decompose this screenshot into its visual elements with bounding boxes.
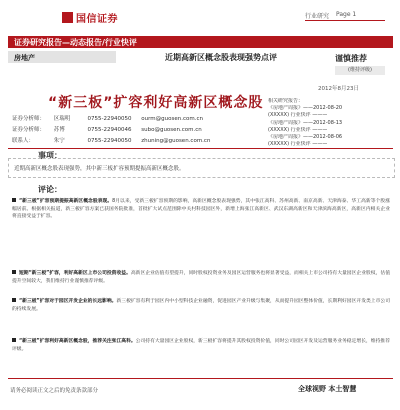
paragraph-body: 公司持有大量园区企业股权，新三板扩容将提升其股权投资价值，同时公司园区开发及运营服务业务稳定增长，维持推荐评级。 bbox=[12, 339, 390, 352]
sector-label: 房地产 bbox=[14, 54, 35, 62]
paragraph-body: 8月以来，受新三板扩容预期的影响，高新区概念股表现强势，其中张江高科、苏州高新、南京高新、天津海泰、华工高新等个股涨幅居前。根据相关报道，新三板扩容方案已获国务院批准，首批扩大试点范围除中关村科技园区外，新增上海张江高新区、武汉东湖高新区和天津滨海高新区，高新区内相关企业将直接受益于扩容。 bbox=[12, 199, 390, 219]
related-research-item: (XXXXX) 行业快评 ——— bbox=[268, 126, 328, 133]
paragraph-lead: “新三板”扩容利好高新区概念股，推荐关注张江高科。 bbox=[19, 339, 136, 344]
footer-slogan: 全球视野 本土智慧 bbox=[298, 385, 357, 393]
summary-rule bbox=[8, 148, 393, 149]
disclaimer-note: 请务必阅读正文之后的免责条款部分 bbox=[10, 388, 99, 394]
analyst-name: 区瑞明 bbox=[53, 116, 71, 122]
analyst-row bbox=[12, 136, 213, 144]
bullet-icon bbox=[12, 198, 16, 202]
related-research-item[interactable]: 《房地产周报》——2012-08-06 bbox=[268, 133, 343, 140]
analyst-phone: 0755-22940050 bbox=[87, 138, 132, 144]
related-research-item[interactable]: 《房地产周报》——2012-08-20 bbox=[268, 105, 343, 112]
rating-sub: (维持评级) bbox=[335, 66, 385, 75]
analyst-row bbox=[12, 114, 213, 122]
brand-logo-text: 国信证券 bbox=[76, 14, 118, 25]
paragraph-lead: 短期“新三板”扩容，利好高新区上市公司投资收益。 bbox=[19, 271, 131, 276]
related-research-item: 相关研究报告： bbox=[268, 98, 304, 104]
analyst-email[interactable]: zhuning@guosen.com.cn bbox=[141, 138, 211, 144]
discussion-paragraph bbox=[12, 198, 390, 221]
discussion-paragraph bbox=[12, 270, 390, 285]
analyst-phone: 0755-22940050 bbox=[87, 116, 132, 122]
report-date: 2012年8月23日 bbox=[318, 86, 359, 92]
summary-text: 近期高新区概念股表现强势，其中新三板扩容预期提振高新区概念股。 bbox=[14, 166, 185, 172]
related-research-item: (XXXXX) 行业快评 ——— bbox=[268, 141, 328, 148]
analyst-name: 朱宁 bbox=[53, 138, 65, 144]
report-type-tag: 行业研究 bbox=[305, 13, 330, 20]
analyst-email[interactable]: subo@guosen.com.cn bbox=[141, 127, 202, 133]
paragraph-body: 高新区企业估值有望提升，同时股权投资业务及园区运营服务也将显著受益，而相关上市公司持有大量园区企业股权，估值提升空间较大，我们维持行业谨慎推荐评级。 bbox=[12, 271, 390, 284]
discussion-label: 评论： bbox=[38, 185, 62, 194]
analyst-role: 联系人： bbox=[12, 138, 35, 144]
related-research-item: (XXXXX) 行业快评 ——— bbox=[268, 112, 328, 119]
guosen-logo-icon bbox=[62, 12, 73, 23]
page-number: Page 1 bbox=[336, 11, 357, 18]
report-subtitle: 近期高新区概念股表现强势点评 bbox=[165, 53, 277, 62]
paragraph-lead: “新三板”扩容预期提振高新区概念股表现。 bbox=[19, 199, 113, 204]
footer-rule bbox=[8, 378, 393, 379]
analyst-role: 证券分析师： bbox=[12, 127, 46, 133]
analyst-row bbox=[12, 125, 213, 133]
analyst-email[interactable]: ourm@guosen.com.cn bbox=[141, 116, 203, 122]
analyst-role: 证券分析师： bbox=[12, 116, 46, 122]
related-research-list bbox=[268, 98, 386, 148]
report-banner-text: 证券研究报告—动态报告/行业快评 bbox=[14, 38, 137, 47]
bullet-icon bbox=[12, 338, 16, 342]
main-title: “新三板”扩容利好高新区概念股 bbox=[48, 95, 264, 111]
discussion-paragraph bbox=[12, 338, 390, 353]
rating: 谨慎推荐 bbox=[335, 54, 367, 63]
header-rule bbox=[305, 20, 385, 21]
discussion-paragraph bbox=[12, 298, 390, 313]
bullet-icon bbox=[12, 270, 16, 274]
summary-label: 事项： bbox=[38, 151, 62, 160]
paragraph-lead: “新三板”扩容对于园区开发企业的长远影响。 bbox=[19, 299, 117, 304]
bullet-icon bbox=[12, 298, 16, 302]
paragraph-body: 新三板扩容有利于园区内中小型科技企业融资，促进园区产业升级与集聚，从而提升园区整体价值，长期利好园区开发类上市公司的持续发展。 bbox=[12, 299, 390, 312]
related-research-item[interactable]: 《房地产周报》——2012-08-13 bbox=[268, 119, 343, 126]
analyst-name: 苏博 bbox=[53, 127, 65, 133]
analyst-phone: 0755-22940046 bbox=[87, 127, 132, 133]
